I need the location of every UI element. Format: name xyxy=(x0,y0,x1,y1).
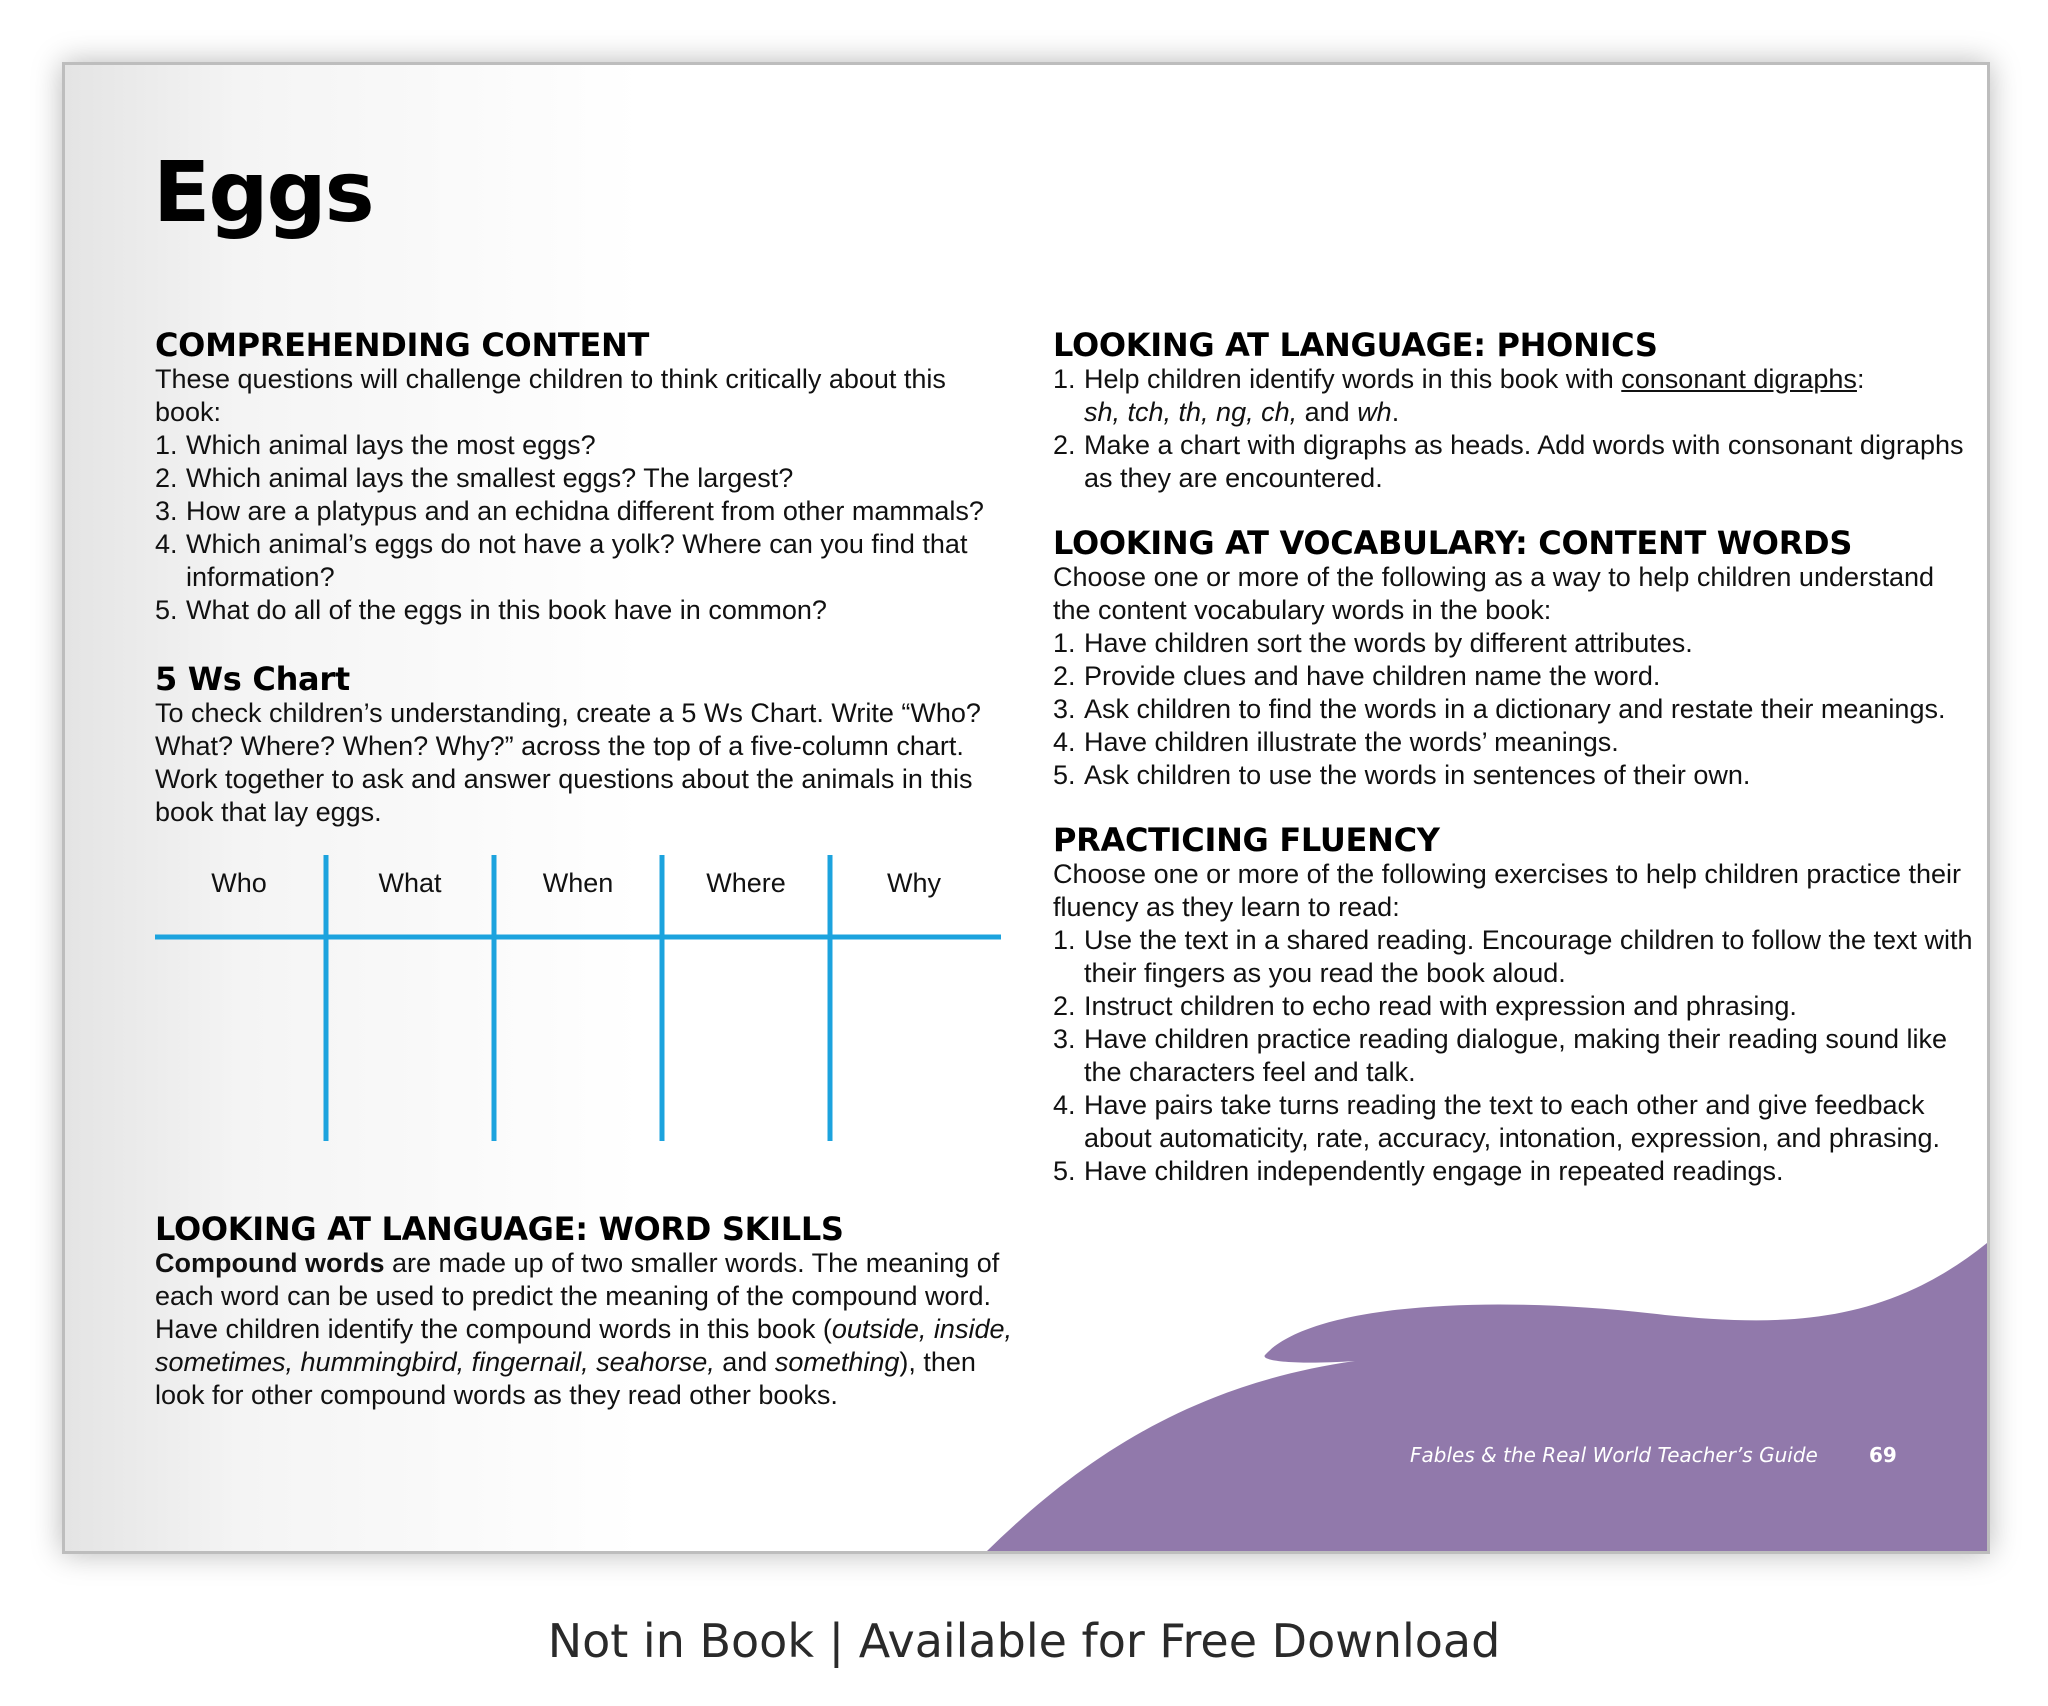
comprehending-heading: COMPREHENDING CONTENT xyxy=(155,326,650,364)
list-item: 1. Have children sort the words by different attributes. xyxy=(1053,628,1693,658)
list-item: 3. Ask children to find the words in a dictionary and restate their meanings. xyxy=(1053,694,1946,724)
left-column xyxy=(155,327,1015,829)
list-item: 4. Have pairs take turns reading the text to each other and give feedback about automaticity, rate, accuracy, intonation, expression, and phrasing. xyxy=(1053,1090,1940,1153)
list-item: 2. Which animal lays the smallest eggs? The largest? xyxy=(155,463,794,493)
phonics-section xyxy=(1053,327,1973,495)
vocabulary-heading: LOOKING AT VOCABULARY: CONTENT WORDS xyxy=(1053,524,1853,562)
fluency-intro: Choose one or more of the following exercises to help children practice their fluency as they learn to read: xyxy=(1053,859,1961,922)
list-item: 2. Provide clues and have children name the word. xyxy=(1053,661,1661,691)
list-item: 1. Which animal lays the most eggs? xyxy=(155,430,596,460)
word-skills-text: Compound words are made up of two smaller words. The meaning of each word can be used to predict the meaning of the compound word. Have children identify the compound words in this book (outside, inside, sometimes, hummingbird, fingernail, seahorse, and something), then look for other compound words as they read other books. xyxy=(155,1248,1012,1410)
wave-shape xyxy=(987,1243,1987,1551)
fluency-section xyxy=(1053,822,1973,1188)
consonant-digraphs-link[interactable]: consonant digraphs xyxy=(1621,364,1857,394)
footer-guide-title: Fables & the Real World Teacher’s Guide xyxy=(1410,1443,1818,1467)
chart-header-why: Why xyxy=(887,868,941,898)
comprehending-list xyxy=(155,429,1015,627)
list-item: 5. What do all of the eggs in this book have in common? xyxy=(155,595,827,625)
vocabulary-section xyxy=(1053,525,1973,792)
chart-header-who: Who xyxy=(211,868,267,898)
download-banner: Not in Book | Available for Free Download xyxy=(547,1614,1501,1668)
phonics-heading: LOOKING AT LANGUAGE: PHONICS xyxy=(1053,326,1658,364)
list-item: 4. Have children illustrate the words’ meanings. xyxy=(1053,727,1619,757)
list-item: 5. Have children independently engage in repeated readings. xyxy=(1053,1156,1784,1186)
list-item: 2. Instruct children to echo read with expression and phrasing. xyxy=(1053,991,1797,1021)
right-column xyxy=(1053,327,1973,1188)
ws-chart-heading: 5 Ws Chart xyxy=(155,660,350,698)
list-item: 3. How are a platypus and an echidna different from other mammals? xyxy=(155,496,984,526)
chart-header-what: What xyxy=(378,868,442,898)
list-item: 1. Help children identify words in this book with consonant digraphs: sh, tch, th, ng, ch, and wh. xyxy=(1053,364,1865,427)
phonics-list xyxy=(1053,363,1973,495)
page-title: Eggs xyxy=(153,143,373,241)
list-item: 3. Have children practice reading dialogue, making their reading sound like the characters feel and talk. xyxy=(1053,1024,1948,1087)
list-item: 2. Make a chart with digraphs as heads. Add words with consonant digraphs as they are encountered. xyxy=(1053,430,1964,493)
vocabulary-list xyxy=(1053,627,1973,792)
fluency-list xyxy=(1053,924,1973,1188)
comprehending-section xyxy=(155,327,1015,627)
word-skills-heading: LOOKING AT LANGUAGE: WORD SKILLS xyxy=(155,1210,844,1248)
chart-header-when: When xyxy=(542,868,614,898)
list-item: 1. Use the text in a shared reading. Encourage children to follow the text with their fingers as you read the book aloud. xyxy=(1053,925,1973,988)
list-item: 5. Ask children to use the words in sentences of their own. xyxy=(1053,760,1751,790)
list-item: 4. Which animal’s eggs do not have a yolk? Where can you find that information? xyxy=(155,529,968,592)
chart-header-where: Where xyxy=(706,868,786,898)
comprehending-intro: These questions will challenge children to think critically about this book: xyxy=(155,364,946,427)
five-ws-chart xyxy=(155,855,1001,1143)
page-number: 69 xyxy=(1869,1443,1897,1467)
ws-chart-text: To check children’s understanding, create a 5 Ws Chart. Write “Who? What? Where? When? Why?” across the top of a five-column chart. Work together to ask and answer questions about the animals in this book that lay eggs. xyxy=(155,698,981,827)
document-page xyxy=(62,62,1990,1554)
word-skills-section xyxy=(155,1211,1015,1412)
fluency-heading: PRACTICING FLUENCY xyxy=(1053,821,1440,859)
ws-chart-section xyxy=(155,661,1015,829)
vocabulary-intro: Choose one or more of the following as a way to help children understand the content vocabulary words in the book: xyxy=(1053,562,1935,625)
